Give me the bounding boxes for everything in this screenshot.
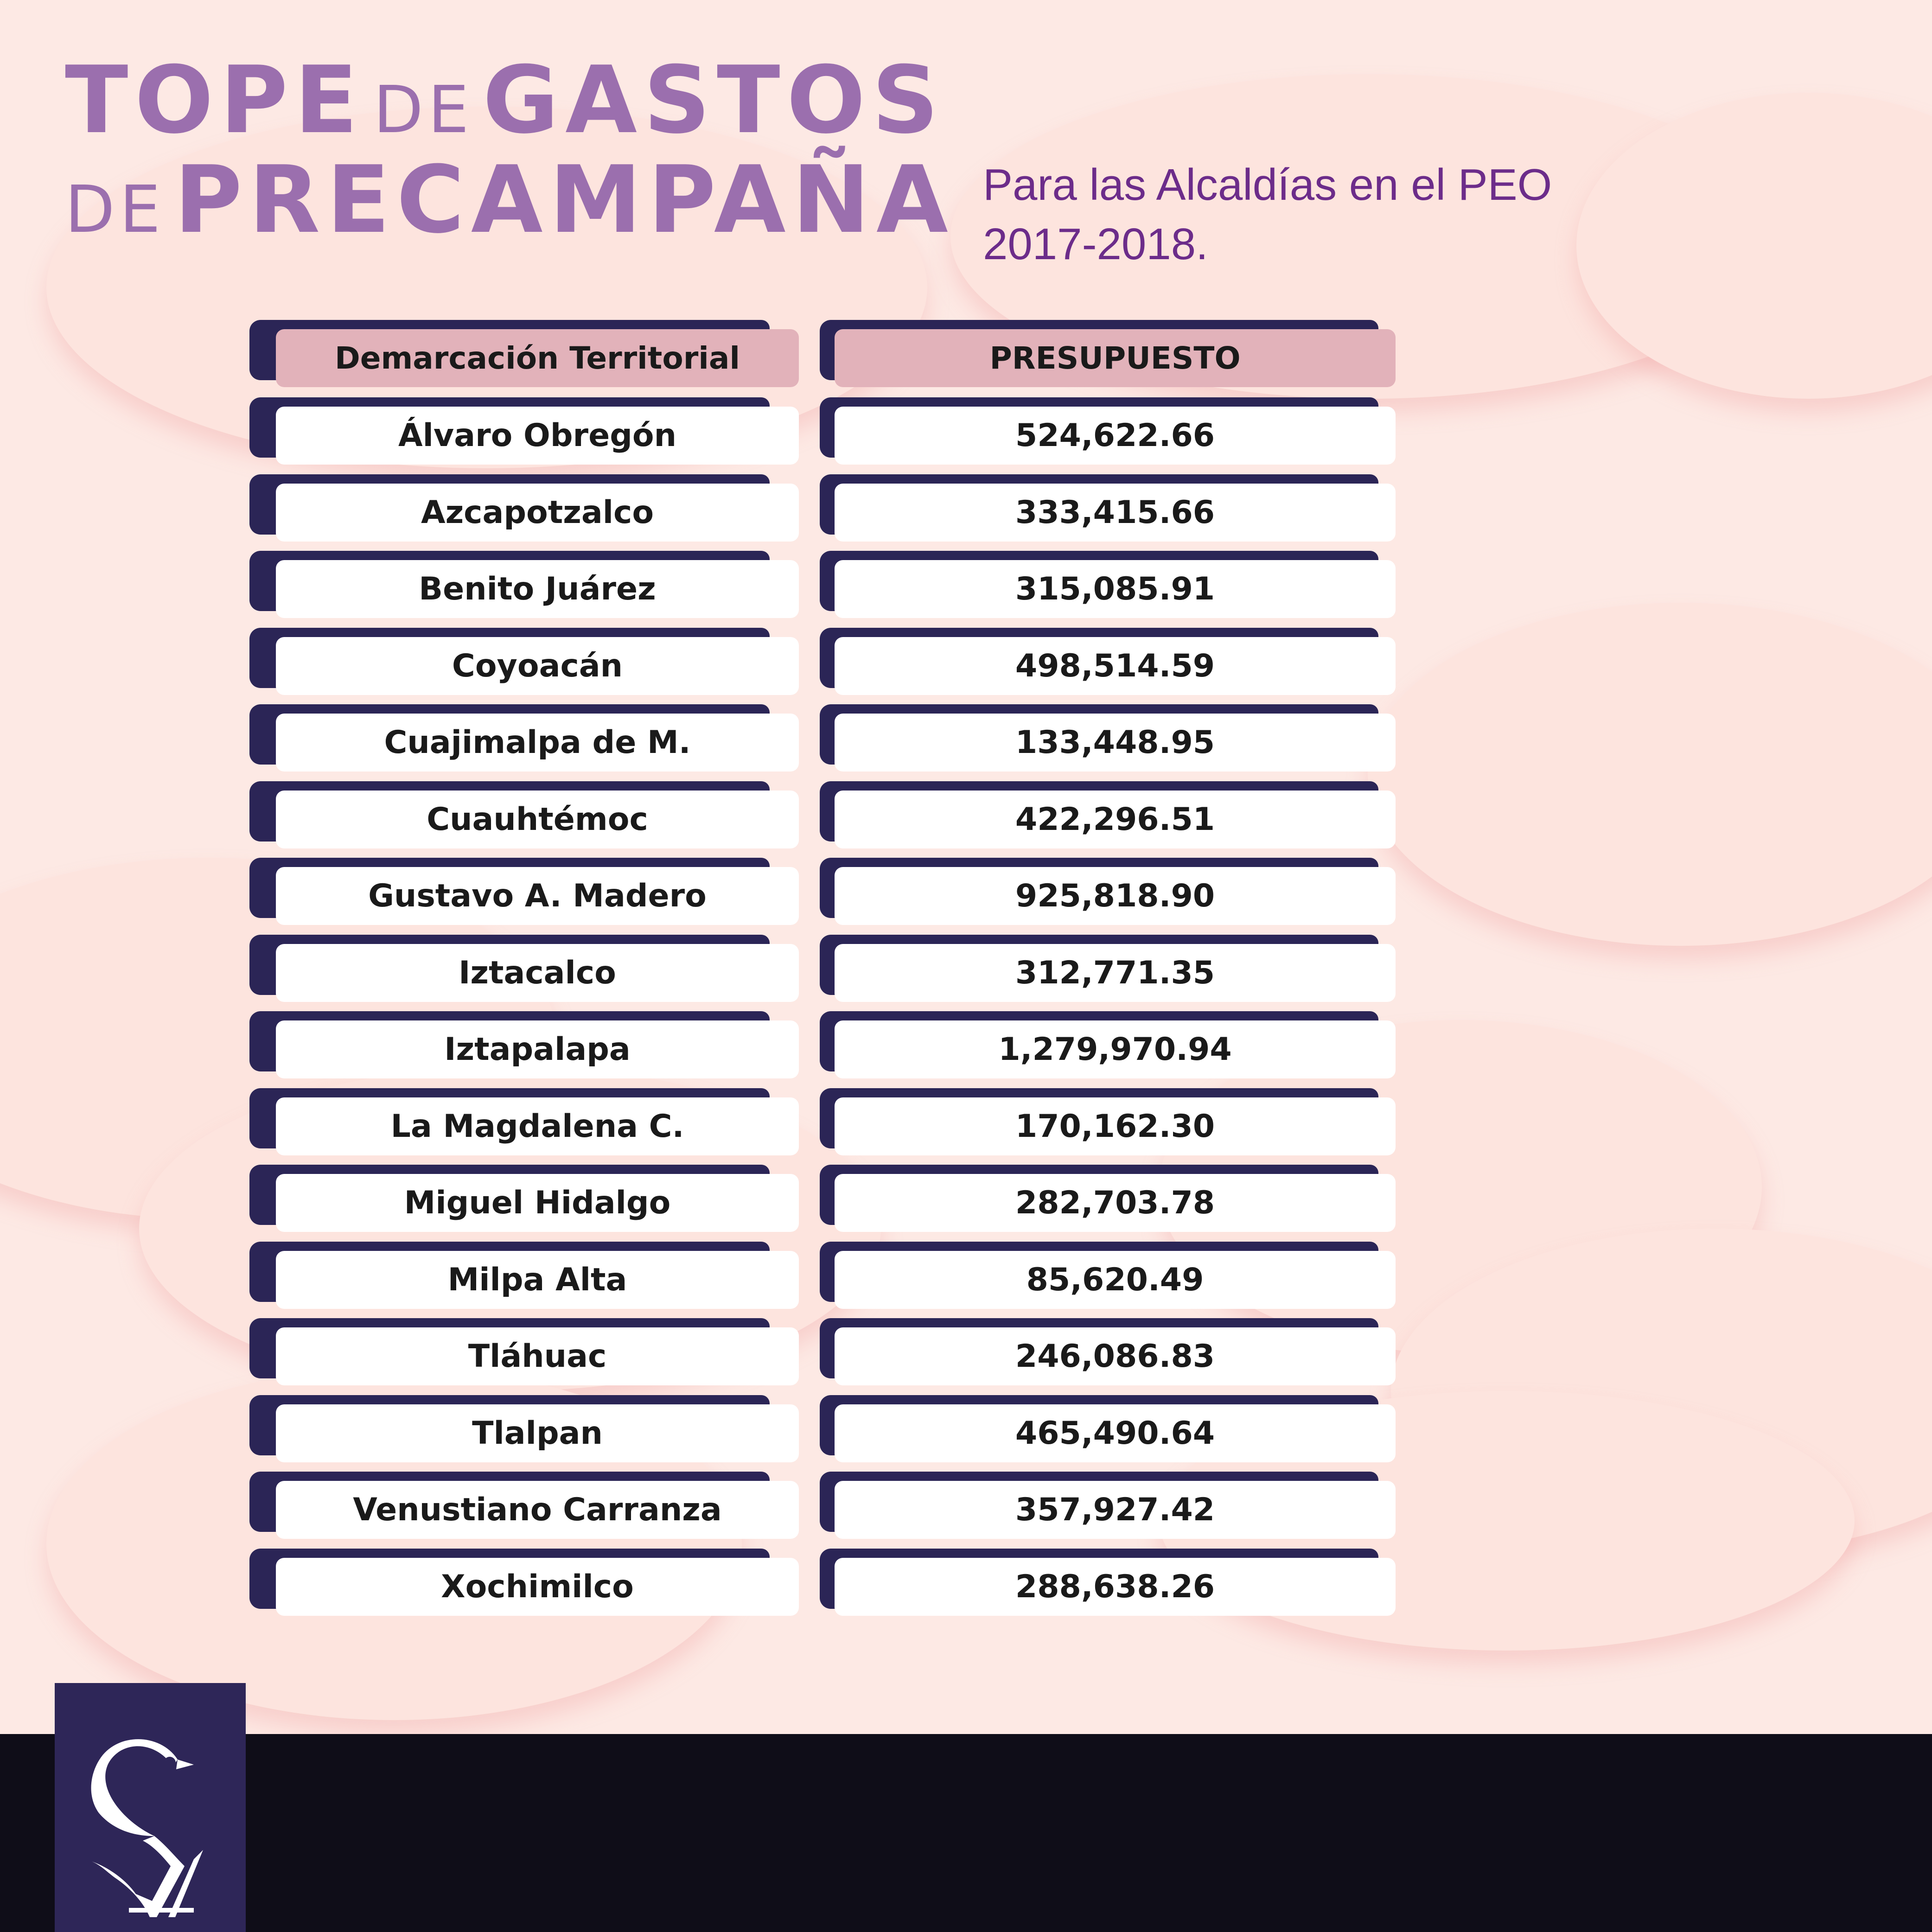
subtitle bbox=[983, 155, 1725, 274]
table-header-left bbox=[249, 320, 799, 387]
demarcacion-cell: Cuajimalpa de M. bbox=[276, 714, 799, 772]
table-row-amount bbox=[820, 1011, 1396, 1078]
title-word: TOPE bbox=[65, 46, 364, 154]
presupuesto-cell: 357,927.42 bbox=[835, 1481, 1396, 1539]
presupuesto-cell: 333,415.66 bbox=[835, 484, 1396, 542]
table-row-amount bbox=[820, 1242, 1396, 1309]
demarcacion-cell: Gustavo A. Madero bbox=[276, 867, 799, 925]
demarcacion-cell: Álvaro Obregón bbox=[276, 407, 799, 465]
presupuesto-cell: 1,279,970.94 bbox=[835, 1020, 1396, 1078]
table-row-name bbox=[249, 551, 799, 618]
demarcacion-cell: Milpa Alta bbox=[276, 1251, 799, 1309]
table-row-name bbox=[249, 935, 799, 1002]
table-row-amount bbox=[820, 1472, 1396, 1539]
presupuesto-cell: 282,703.78 bbox=[835, 1174, 1396, 1232]
logo-box bbox=[55, 1683, 246, 1932]
footer-bar bbox=[0, 1734, 1932, 1932]
demarcacion-cell: Miguel Hidalgo bbox=[276, 1174, 799, 1232]
table-row-amount bbox=[820, 1318, 1396, 1385]
table-row-amount bbox=[820, 858, 1396, 925]
header-demarcacion: Demarcación Territorial bbox=[276, 329, 799, 387]
presupuesto-cell: 170,162.30 bbox=[835, 1097, 1396, 1155]
title-word: DE bbox=[65, 172, 166, 248]
table-row-name bbox=[249, 858, 799, 925]
table-header-right bbox=[820, 320, 1396, 387]
presupuesto-cell: 312,771.35 bbox=[835, 944, 1396, 1002]
bird-logo-icon bbox=[55, 1683, 246, 1932]
table-row-amount bbox=[820, 935, 1396, 1002]
table-row-amount bbox=[820, 628, 1396, 695]
demarcacion-cell: Tláhuac bbox=[276, 1327, 799, 1385]
table-row-amount bbox=[820, 1549, 1396, 1616]
table-row-name bbox=[249, 1242, 799, 1309]
demarcacion-cell: Tlalpan bbox=[276, 1404, 799, 1462]
table-row-name bbox=[249, 1472, 799, 1539]
table-row-name bbox=[249, 1165, 799, 1232]
demarcacion-cell: Cuauhtémoc bbox=[276, 791, 799, 848]
table-row-amount bbox=[820, 551, 1396, 618]
table-row-name bbox=[249, 1318, 799, 1385]
demarcacion-cell: Azcapotzalco bbox=[276, 484, 799, 542]
presupuesto-cell: 315,085.91 bbox=[835, 560, 1396, 618]
presupuesto-cell: 524,622.66 bbox=[835, 407, 1396, 465]
table-row-name bbox=[249, 1011, 799, 1078]
table-row-amount bbox=[820, 1088, 1396, 1155]
presupuesto-cell: 925,818.90 bbox=[835, 867, 1396, 925]
table-row-amount bbox=[820, 704, 1396, 772]
table-row-amount bbox=[820, 397, 1396, 465]
subtitle-line: Para las Alcaldías en el PEO bbox=[983, 160, 1552, 210]
table-row-name bbox=[249, 781, 799, 848]
table-row-name bbox=[249, 1088, 799, 1155]
main-title-line-1 bbox=[65, 46, 945, 154]
background-cloud bbox=[1368, 603, 1932, 946]
table-row-name bbox=[249, 1395, 799, 1462]
presupuesto-cell: 85,620.49 bbox=[835, 1251, 1396, 1309]
demarcacion-cell: Iztacalco bbox=[276, 944, 799, 1002]
demarcacion-cell: La Magdalena C. bbox=[276, 1097, 799, 1155]
title-word: PRECAMPAÑA bbox=[174, 146, 955, 254]
presupuesto-cell: 246,086.83 bbox=[835, 1327, 1396, 1385]
presupuesto-cell: 288,638.26 bbox=[835, 1558, 1396, 1616]
subtitle-line: 2017-2018. bbox=[983, 219, 1208, 269]
presupuesto-cell: 498,514.59 bbox=[835, 637, 1396, 695]
table-row-amount bbox=[820, 781, 1396, 848]
table-row-amount bbox=[820, 474, 1396, 542]
table-row-name bbox=[249, 474, 799, 542]
table-row-name bbox=[249, 397, 799, 465]
title-word: DE bbox=[373, 72, 474, 148]
presupuesto-cell: 133,448.95 bbox=[835, 714, 1396, 772]
table-row-amount bbox=[820, 1395, 1396, 1462]
demarcacion-cell: Coyoacán bbox=[276, 637, 799, 695]
table-row-name bbox=[249, 1549, 799, 1616]
presupuesto-cell: 465,490.64 bbox=[835, 1404, 1396, 1462]
demarcacion-cell: Benito Juárez bbox=[276, 560, 799, 618]
demarcacion-cell: Xochimilco bbox=[276, 1558, 799, 1616]
title-word: GASTOS bbox=[483, 46, 945, 154]
demarcacion-cell: Venustiano Carranza bbox=[276, 1481, 799, 1539]
table-row-amount bbox=[820, 1165, 1396, 1232]
table-row-name bbox=[249, 628, 799, 695]
main-title-line-2 bbox=[65, 146, 955, 254]
demarcacion-cell: Iztapalapa bbox=[276, 1020, 799, 1078]
presupuesto-cell: 422,296.51 bbox=[835, 791, 1396, 848]
header-presupuesto: PRESUPUESTO bbox=[835, 329, 1396, 387]
table-row-name bbox=[249, 704, 799, 772]
